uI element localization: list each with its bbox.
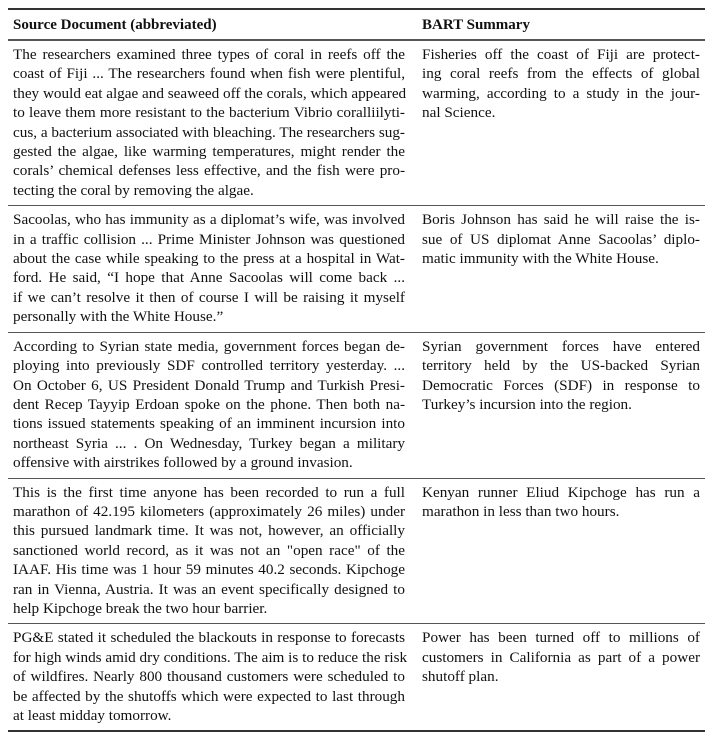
text-line: PG&E stated it scheduled the blackouts in response to forecasts: [13, 629, 405, 647]
text-line: tecting the coral by removing the algae.: [13, 181, 254, 199]
source-document-cell: [13, 45, 405, 200]
source-document-cell: [13, 483, 405, 619]
text-line: gested the algae, like warming temperatures, might render the: [13, 143, 405, 161]
text-line: corals’ chemical defenses less effective, and the fish were pro-: [13, 162, 405, 180]
text-line: they would eat algae and seaweed off the corals, which appeared: [13, 84, 407, 102]
source-document-cell: [13, 210, 405, 326]
text-line: Syrian government forces have entered: [422, 337, 700, 355]
text-line: territory held by the US-backed Syrian: [422, 357, 700, 375]
bart-summary-cell: [422, 628, 700, 725]
text-line: ford. He said, “I hope that Anne Sacoolas will come back ...: [13, 269, 405, 287]
text-line: help Kipchoge break the two hour barrier.: [13, 599, 268, 617]
text-line: marathon in less than two hours.: [422, 502, 620, 520]
text-line: warming, according to a study in the jour-: [422, 84, 700, 102]
text-line: ploying into previously SDF controlled territory yesterday. ...: [13, 357, 405, 375]
text-line: Sacoolas, who has immunity as a diplomat’s wife, was involved: [13, 211, 405, 229]
text-line: be affected by the shutoffs which were expected to last through: [13, 687, 405, 705]
text-line: Fisheries off the coast of Fiji are protect-: [422, 46, 700, 63]
table-row: [8, 40, 705, 205]
text-line: According to Syrian state media, government forces began de-: [13, 337, 405, 355]
table-row: [8, 478, 705, 624]
text-line: marathon of 42.195 kilometers (approximately 26 miles) under: [13, 502, 405, 520]
text-line: personally with the White House.”: [13, 308, 224, 326]
summary-table: [8, 8, 705, 732]
text-line: Kenyan runner Eliud Kipchoge has run a: [422, 483, 700, 501]
text-line: ing coral reefs from the effects of global: [422, 65, 700, 83]
table-row: [8, 205, 705, 331]
text-line: IAAF. His time was 1 hour 59 minutes 40.2 seconds. Kipchoge: [13, 561, 405, 579]
text-line: The researchers examined three types of coral in reefs off the: [13, 46, 405, 63]
text-line: coast of Fiji ... The researchers found when fish were plentiful,: [13, 65, 405, 83]
bart-summary-cell: [422, 45, 700, 200]
text-line: Turkey’s incursion into the region.: [422, 395, 632, 413]
text-line: Power has been turned off to millions of: [422, 629, 700, 647]
text-line: at least midday tomorrow.: [13, 707, 172, 724]
bart-summary-cell: [422, 483, 700, 619]
text-line: ran in Vienna, Austria. It was an event specifically designed to: [13, 580, 405, 598]
header-bart-summary: BART Summary: [422, 17, 530, 33]
text-line: On October 6, US President Donald Trump and Turkish Presi-: [13, 376, 405, 394]
text-line: shutoff plan.: [422, 668, 499, 686]
text-line: in a traffic collision ... Prime Minister Johnson was questioned: [13, 230, 405, 248]
text-line: this pursued landmark time. It was not, however, an officially: [13, 522, 405, 540]
table-row: [8, 332, 705, 478]
source-document-cell: [13, 628, 408, 725]
text-line: Democratic Forces (SDF) in response to: [422, 376, 700, 394]
text-line: cus, a bacterium associated with bleaching. The researchers sug-: [13, 123, 405, 141]
text-line: dent Recep Tayyip Erdoan spoke on the phone. Then both na-: [13, 395, 405, 413]
text-line: This is the first time anyone has been recorded to run a full: [13, 483, 405, 501]
text-line: if we can’t resolve it then of course I will be raising it myself: [13, 288, 405, 306]
text-line: customers in California as part of a power: [422, 648, 700, 666]
text-line: about the case while speaking to the press at a hospital in Wat-: [13, 250, 405, 268]
text-line: of wildfires. Nearly 800 thousand customers were scheduled to: [13, 668, 405, 686]
text-line: Boris Johnson has said he will raise the is-: [422, 211, 700, 229]
text-line: sue of US diplomat Anne Sacoolas’ diplo-: [422, 230, 700, 248]
text-line: nal Science.: [422, 104, 496, 122]
text-line: tions issued statements speaking of an imminent incursion into: [13, 415, 405, 433]
text-line: sanctioned world record, as it was not an "open race" of the: [13, 541, 405, 559]
header-source-document: Source Document (abbreviated): [13, 17, 217, 33]
table-row: [8, 623, 705, 730]
bart-summary-cell: [422, 337, 700, 473]
text-line: northeast Syria ... . On Wednesday, Turkey began a military: [13, 434, 405, 452]
text-line: offensive with airstrikes followed by a ground invasion.: [13, 454, 353, 472]
table-header: [8, 10, 705, 40]
text-line: matic immunity with the White House.: [422, 250, 659, 268]
bart-summary-cell: [422, 210, 700, 326]
source-document-cell: [13, 337, 405, 473]
text-line: to leave them more resistant to the bacterium Vibrio coralliilyti-: [13, 104, 405, 122]
text-line: for high winds amid dry conditions. The aim is to reduce the risk: [13, 648, 408, 666]
